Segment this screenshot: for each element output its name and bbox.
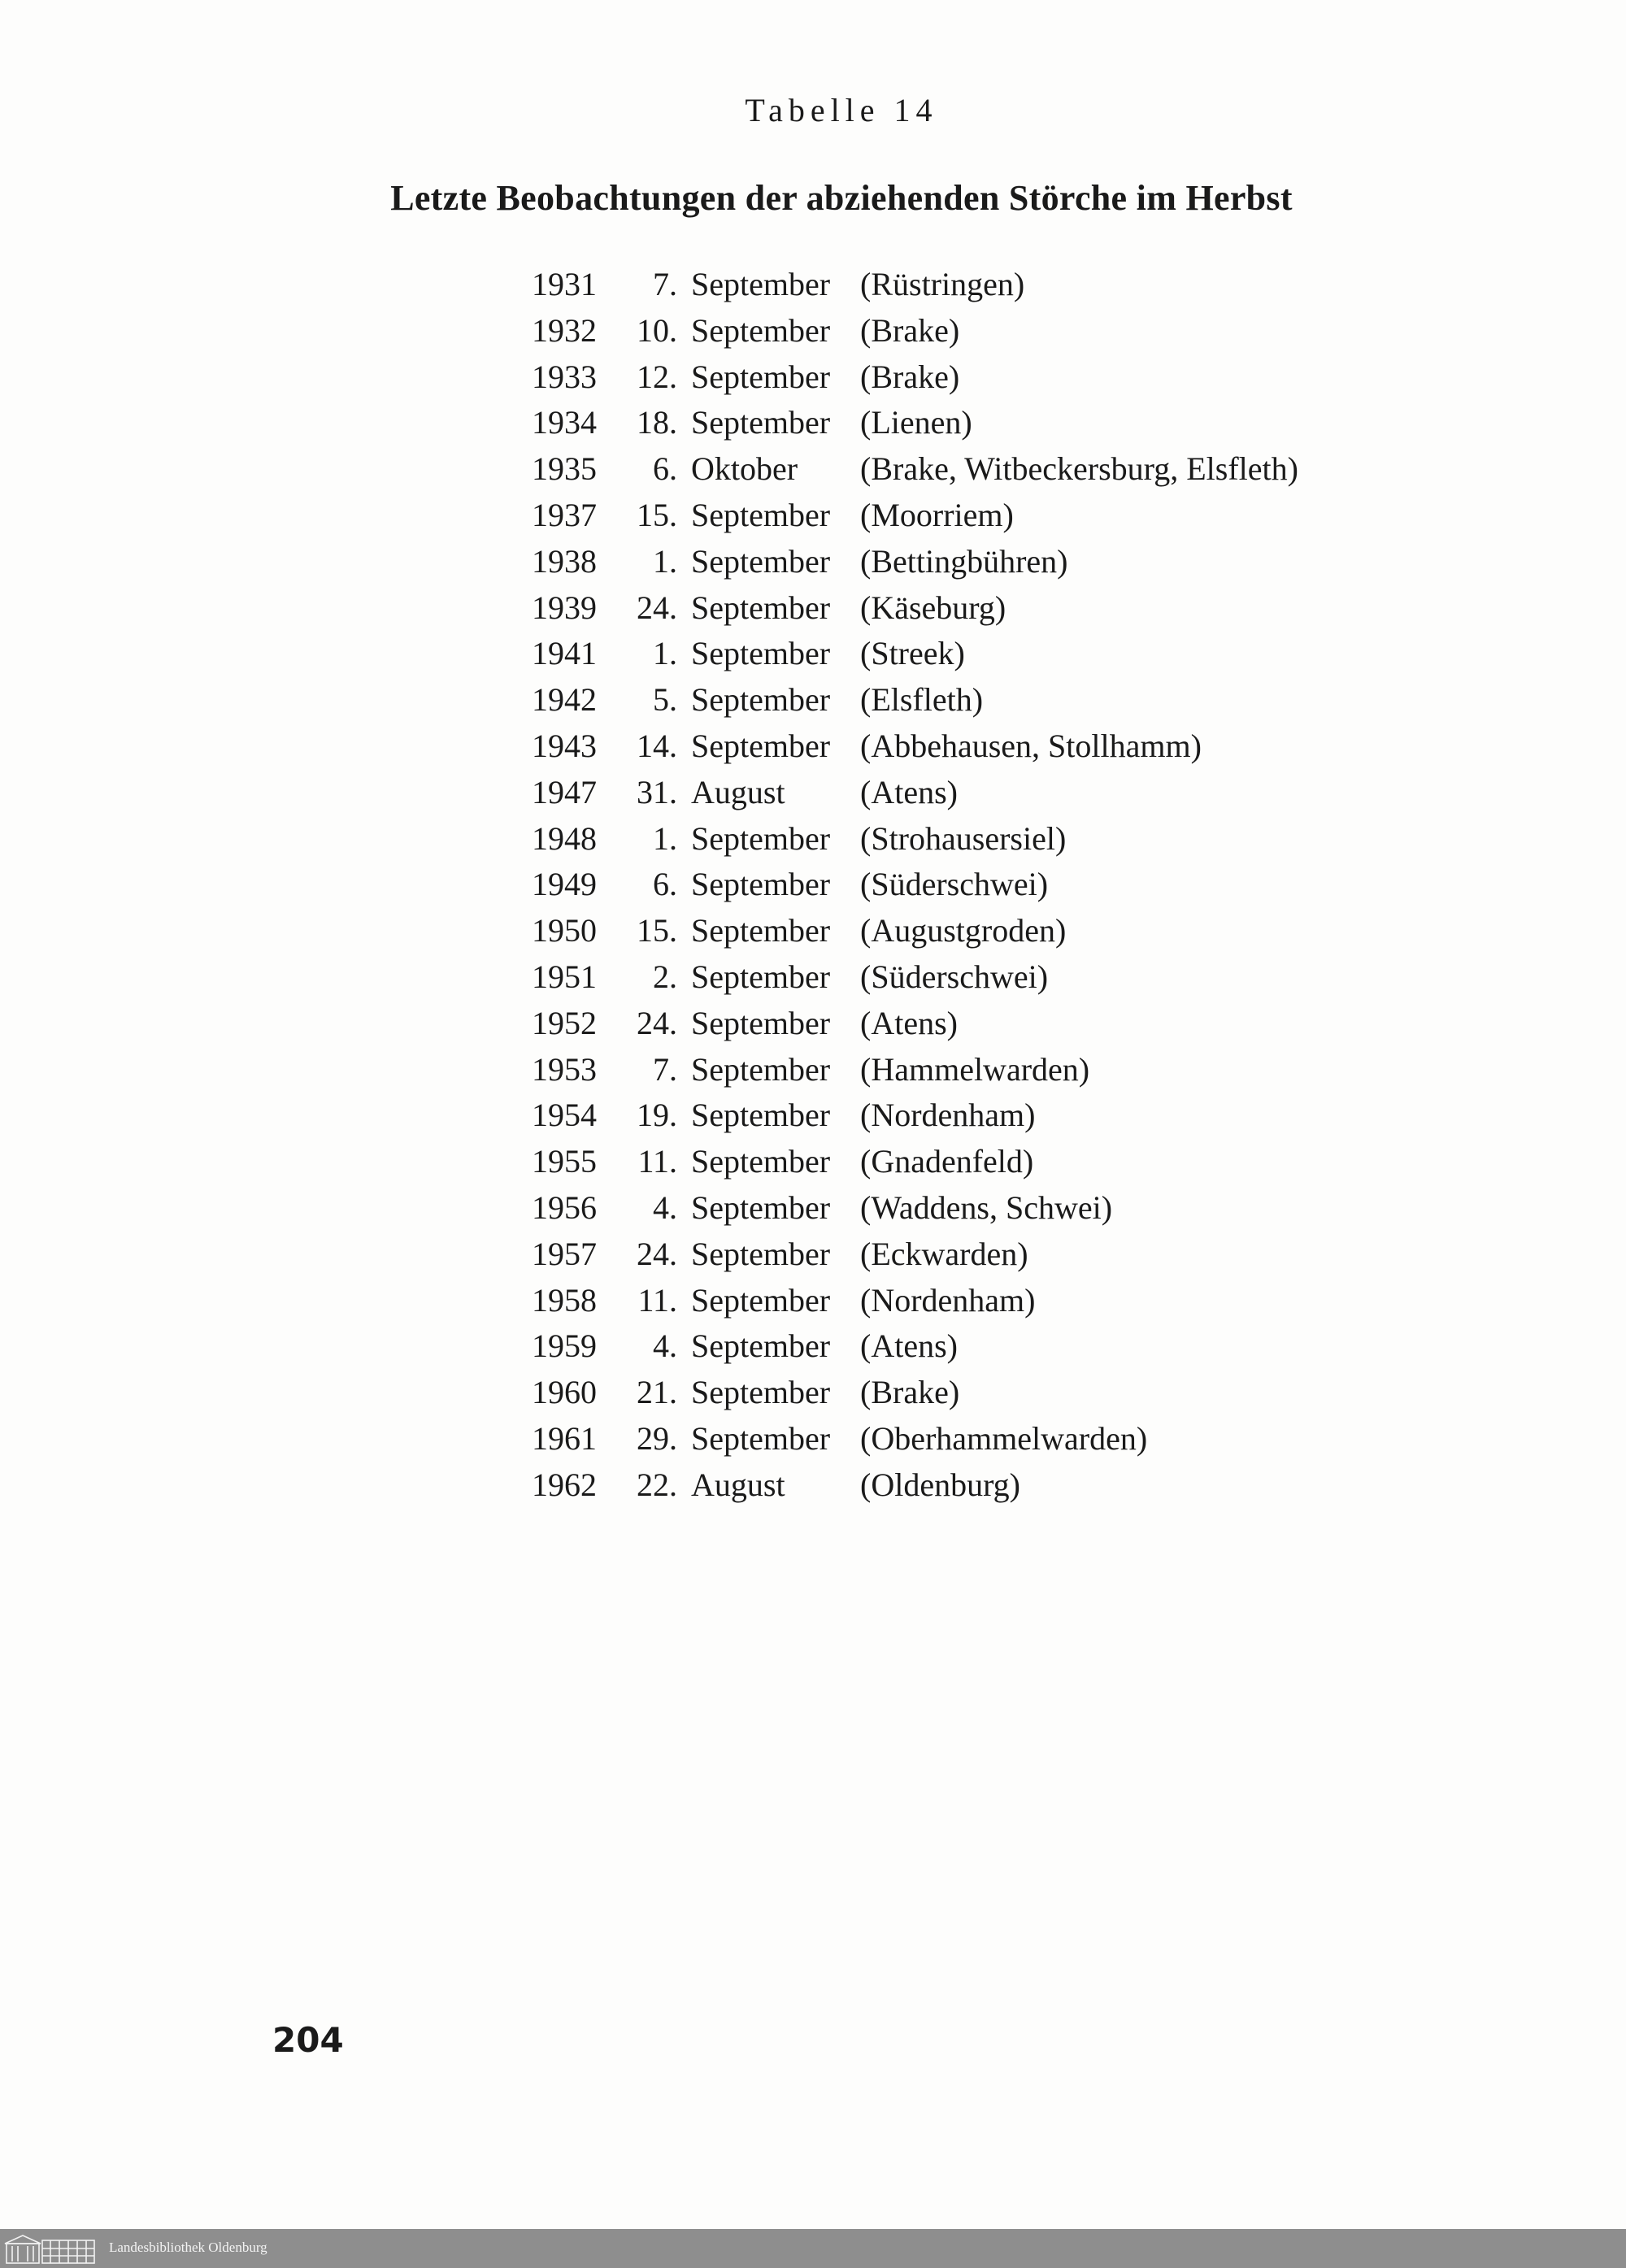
month-cell: September — [691, 1281, 831, 1319]
table-row — [528, 585, 1504, 632]
observation-list — [528, 262, 1504, 1509]
table-row — [528, 354, 1504, 401]
place-cell: (Nordenham) — [860, 1097, 1036, 1134]
place-cell: (Brake) — [860, 1374, 960, 1411]
month-cell: September — [691, 1188, 831, 1226]
day-cell: 4. — [653, 1327, 677, 1365]
table-row — [528, 1001, 1504, 1047]
year-cell: 1932 — [532, 311, 597, 349]
month-cell: September — [691, 266, 831, 302]
month-cell: September — [691, 1374, 831, 1411]
place-cell: (Eckwarden) — [860, 1235, 1028, 1272]
year-cell: 1954 — [532, 1097, 597, 1134]
day-cell: 22. — [637, 1466, 677, 1503]
place-cell: (Oldenburg) — [860, 1466, 1020, 1503]
year-cell: 1962 — [532, 1466, 597, 1503]
year-cell: 1939 — [532, 589, 597, 626]
place-cell: (Atens) — [860, 773, 958, 810]
table-row — [528, 1139, 1504, 1185]
month-cell: September — [691, 311, 831, 349]
month-cell: September — [691, 358, 831, 395]
page-number: 204 — [272, 2020, 344, 2060]
year-cell: 1943 — [532, 727, 597, 764]
month-cell: Oktober — [691, 450, 798, 488]
year-cell: 1950 — [532, 912, 597, 949]
day-cell: 19. — [637, 1097, 677, 1134]
table-row — [528, 908, 1504, 954]
day-cell: 1. — [653, 542, 677, 580]
table-title: Letzte Beobachtungen der abziehenden Störche im Herbst — [390, 178, 1293, 218]
day-cell: 6. — [653, 866, 677, 903]
day-cell: 11. — [637, 1281, 677, 1319]
library-building-icon — [3, 2232, 98, 2265]
month-cell: September — [691, 866, 831, 903]
table-label: Tabelle 14 — [745, 92, 938, 128]
place-cell: (Nordenham) — [860, 1281, 1036, 1319]
day-cell: 24. — [637, 1235, 677, 1272]
year-cell: 1960 — [532, 1374, 597, 1411]
year-cell: 1961 — [532, 1419, 597, 1457]
table-row — [528, 1093, 1504, 1139]
year-cell: 1934 — [532, 404, 597, 441]
table-row — [528, 493, 1504, 539]
place-cell: (Moorriem) — [860, 496, 1014, 533]
table-row — [528, 1278, 1504, 1324]
year-cell: 1958 — [532, 1281, 597, 1319]
day-cell: 29. — [637, 1419, 677, 1457]
month-cell: September — [691, 635, 831, 672]
year-cell: 1948 — [532, 819, 597, 857]
day-cell: 31. — [637, 773, 677, 810]
day-cell: 1. — [653, 635, 677, 672]
month-cell: September — [691, 681, 831, 719]
table-row — [528, 262, 1504, 308]
month-cell: September — [691, 958, 831, 995]
year-cell: 1959 — [532, 1327, 597, 1365]
day-cell: 5. — [653, 681, 677, 719]
year-cell: 1955 — [532, 1143, 597, 1180]
place-cell: (Käseburg) — [860, 589, 1006, 626]
table-row — [528, 1370, 1504, 1416]
table-row — [528, 1185, 1504, 1232]
year-cell: 1951 — [532, 958, 597, 995]
year-cell: 1956 — [532, 1188, 597, 1226]
table-row — [528, 770, 1504, 816]
place-cell: (Atens) — [860, 1004, 958, 1041]
year-cell: 1947 — [532, 773, 597, 810]
day-cell: 6. — [653, 450, 677, 488]
place-cell: (Waddens, Schwei) — [860, 1188, 1113, 1226]
day-cell: 15. — [637, 912, 677, 949]
year-cell: 1937 — [532, 496, 597, 533]
day-cell: 12. — [637, 358, 677, 395]
month-cell: September — [691, 1143, 831, 1180]
table-row — [528, 308, 1504, 354]
place-cell: (Lienen) — [860, 404, 972, 441]
year-cell: 1952 — [532, 1004, 597, 1041]
month-cell: September — [691, 542, 831, 580]
month-cell: August — [691, 773, 785, 810]
month-cell: September — [691, 1235, 831, 1272]
month-cell: September — [691, 819, 831, 857]
place-cell: (Brake) — [860, 358, 960, 395]
day-cell: 4. — [653, 1188, 677, 1226]
table-row — [528, 400, 1504, 446]
table-row — [528, 677, 1504, 723]
place-cell: (Brake) — [860, 311, 960, 349]
footer-library-name: Landesbibliothek Oldenburg — [109, 2240, 267, 2255]
table-row — [528, 1047, 1504, 1093]
day-cell: 24. — [637, 1004, 677, 1041]
table-row — [528, 539, 1504, 585]
day-cell: 1. — [653, 819, 677, 857]
place-cell: (Süderschwei) — [860, 958, 1049, 995]
month-cell: September — [691, 1419, 831, 1457]
day-cell: 21. — [637, 1374, 677, 1411]
place-cell: (Gnadenfeld) — [860, 1143, 1034, 1180]
place-cell: (Oberhammelwarden) — [860, 1419, 1148, 1457]
table-row — [528, 1232, 1504, 1278]
day-cell: 10. — [637, 311, 677, 349]
table-row — [528, 862, 1504, 908]
day-cell: 14. — [637, 727, 677, 764]
month-cell: September — [691, 1097, 831, 1134]
place-cell: (Augustgroden) — [860, 912, 1067, 949]
month-cell: August — [691, 1466, 785, 1503]
day-cell: 7. — [653, 1050, 677, 1088]
table-row — [528, 1416, 1504, 1462]
year-cell: 1935 — [532, 450, 597, 488]
table-row — [528, 816, 1504, 862]
year-cell: 1953 — [532, 1050, 597, 1088]
table-row — [528, 1323, 1504, 1370]
place-cell: (Abbehausen, Stollhamm) — [860, 727, 1202, 764]
table-row — [528, 446, 1504, 493]
year-cell: 1949 — [532, 866, 597, 903]
year-cell: 1957 — [532, 1235, 597, 1272]
month-cell: September — [691, 496, 831, 533]
table-row — [528, 631, 1504, 677]
month-cell: September — [691, 1327, 831, 1365]
year-cell: 1931 — [532, 266, 597, 302]
place-cell: (Bettingbühren) — [860, 542, 1068, 580]
day-cell: 18. — [637, 404, 677, 441]
place-cell: (Strohausersiel) — [860, 819, 1067, 857]
day-cell: 2. — [653, 958, 677, 995]
place-cell: (Rüstringen) — [860, 266, 1025, 302]
year-cell: 1942 — [532, 681, 597, 719]
footer-bar — [0, 2229, 1626, 2268]
year-cell: 1933 — [532, 358, 597, 395]
month-cell: September — [691, 912, 831, 949]
place-cell: (Elsfleth) — [860, 681, 984, 719]
month-cell: September — [691, 589, 831, 626]
place-cell: (Streek) — [860, 635, 965, 672]
table-row — [528, 954, 1504, 1001]
table-row — [528, 723, 1504, 770]
day-cell: 11. — [637, 1143, 677, 1180]
table-row — [528, 1462, 1504, 1509]
place-cell: (Hammelwarden) — [860, 1050, 1090, 1088]
month-cell: September — [691, 1050, 831, 1088]
year-cell: 1938 — [532, 542, 597, 580]
day-cell: 7. — [653, 266, 677, 302]
day-cell: 24. — [637, 589, 677, 626]
month-cell: September — [691, 1004, 831, 1041]
month-cell: September — [691, 727, 831, 764]
year-cell: 1941 — [532, 635, 597, 672]
place-cell: (Atens) — [860, 1327, 958, 1365]
month-cell: September — [691, 404, 831, 441]
place-cell: (Süderschwei) — [860, 866, 1049, 903]
day-cell: 15. — [637, 496, 677, 533]
place-cell: (Brake, Witbeckersburg, Elsfleth) — [860, 450, 1298, 488]
